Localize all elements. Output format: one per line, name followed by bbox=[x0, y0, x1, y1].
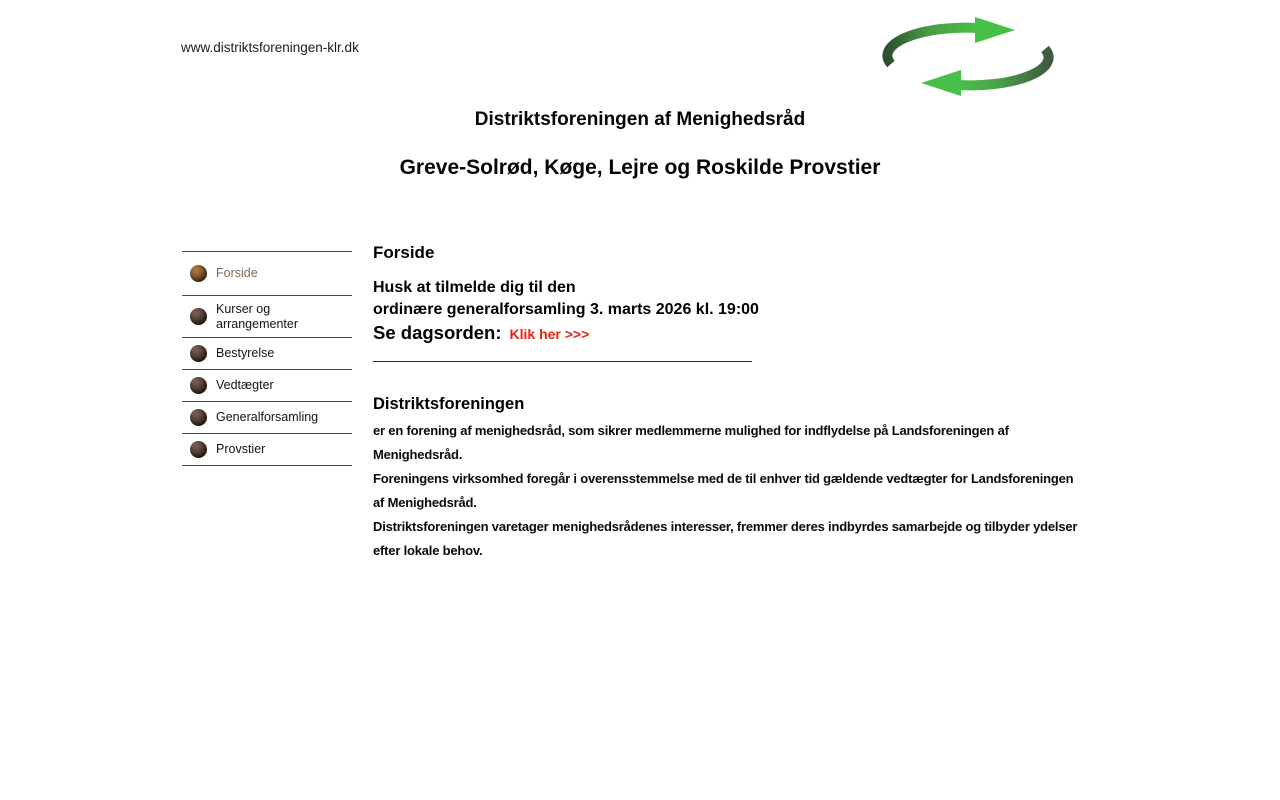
sidebar-item-label: Bestyrelse bbox=[216, 346, 275, 361]
agenda-row bbox=[373, 322, 1085, 344]
horizontal-divider bbox=[373, 361, 752, 362]
content-heading: Forside bbox=[373, 243, 435, 262]
sidebar-item-kurser-og-arrangementer[interactable] bbox=[182, 295, 352, 337]
sphere-bullet-icon bbox=[190, 265, 207, 282]
main-content bbox=[373, 244, 1085, 563]
sidebar-item-label: Generalforsamling bbox=[216, 410, 319, 425]
sidebar-item-provstier[interactable] bbox=[182, 433, 352, 466]
paragraph-1: er en forening af menighedsråd, som sikrer medlemmerne mulighed for indflydelse på Landsforeningen af Menighedsråd. bbox=[373, 423, 1009, 462]
page-subtitle: Greve-Solrød, Køge, Lejre og Roskilde Provstier bbox=[399, 156, 881, 179]
sphere-bullet-icon bbox=[190, 377, 207, 394]
sidebar-item-label: Provstier bbox=[216, 442, 266, 457]
body-text bbox=[373, 419, 1085, 563]
sidebar-item-label: Vedtægter bbox=[216, 378, 274, 393]
sidebar-item-generalforsamling[interactable] bbox=[182, 401, 352, 433]
notice-line-1: Husk at tilmelde dig til den bbox=[373, 279, 576, 296]
sphere-bullet-icon bbox=[190, 441, 207, 458]
sidebar-nav bbox=[182, 251, 352, 466]
sphere-bullet-icon bbox=[190, 308, 207, 325]
agenda-link[interactable]: Klik her >>> bbox=[509, 326, 590, 342]
sidebar-item-vedtaegter[interactable] bbox=[182, 369, 352, 401]
section-heading: Distriktsforeningen bbox=[373, 395, 525, 413]
sidebar-item-forside[interactable] bbox=[182, 251, 352, 295]
sidebar-item-label: Kurser og arrangementer bbox=[216, 302, 298, 331]
sphere-bullet-icon bbox=[190, 409, 207, 426]
notice-line-2: ordinære generalforsamling 3. marts 2026 kl. 19:00 bbox=[373, 301, 759, 318]
sidebar-item-bestyrelse[interactable] bbox=[182, 337, 352, 369]
agenda-label: Se dagsorden: bbox=[373, 322, 502, 343]
green-cycle-arrows-icon bbox=[878, 16, 1058, 97]
paragraph-2: Foreningens virksomhed foregår i overensstemmelse med de til enhver tid gældende vedtægter for Landsforeningen af Menighedsråd. bbox=[373, 471, 1074, 510]
paragraph-3: Distriktsforeningen varetager menighedsrådenes interesser, fremmer deres indbyrdes samarbejde og tilbyder ydelser efter lokale behov. bbox=[373, 519, 1078, 558]
sphere-bullet-icon bbox=[190, 345, 207, 362]
green-cycle-arrows-logo bbox=[878, 16, 1058, 97]
site-url-label: www.distriktsforeningen-klr.dk bbox=[181, 40, 359, 55]
page-title: Distriktsforeningen af Menighedsråd bbox=[474, 109, 806, 130]
sidebar-item-label: Forside bbox=[216, 266, 258, 281]
